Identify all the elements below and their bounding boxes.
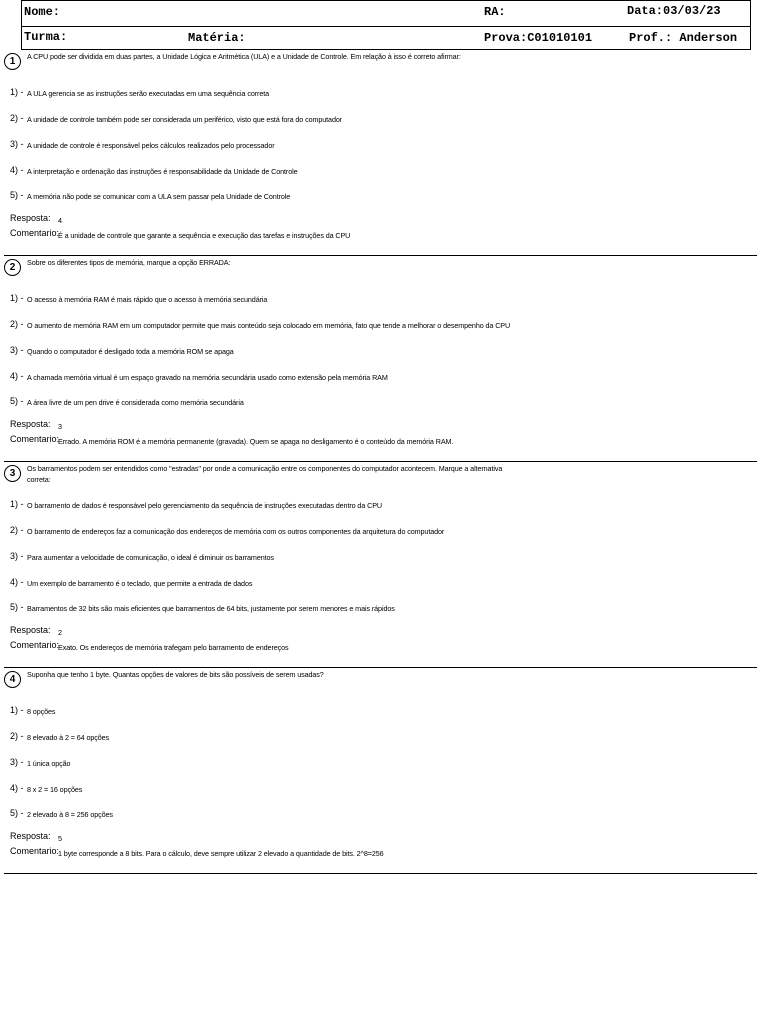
- class-label: Turma:: [24, 30, 68, 44]
- question-number-badge: 3: [4, 465, 21, 482]
- option-text: Quando o computador é desligado toda a memória ROM se apaga: [27, 347, 234, 356]
- comment-label: Comentario:: [10, 434, 60, 444]
- comment-label: Comentario:: [10, 846, 60, 856]
- option-text: 1 única opção: [27, 759, 71, 768]
- option-number: 3) -: [10, 757, 24, 767]
- question-text: Sobre os diferentes tipos de memória, marque a opção ERRADA:: [27, 258, 231, 267]
- option-number: 3) -: [10, 551, 24, 561]
- option-number: 3) -: [10, 345, 24, 355]
- option-number: 5) -: [10, 602, 24, 612]
- date-field: [627, 4, 721, 18]
- answer-label: Resposta:: [10, 625, 51, 635]
- option-number: 4) -: [10, 577, 24, 587]
- option-text: 8 elevado à 2 = 64 opções: [27, 733, 110, 742]
- option-text: O barramento de dados é responsável pelo gerenciamento da sequência de instruções executadas dentro da CPU: [27, 501, 382, 510]
- option-number: 5) -: [10, 190, 24, 200]
- option-text: Para aumentar a velocidade de comunicação, o ideal é diminuir os barramentos: [27, 553, 274, 562]
- comment-text: É a unidade de controle que garante a sequência e execução das tarefas e instruções da CPU: [58, 231, 351, 240]
- question-number-badge: 2: [4, 259, 21, 276]
- exam-field: [484, 31, 592, 45]
- option-text: A ULA gerencia se as instruções serão executadas em uma sequência correta: [27, 89, 270, 98]
- comment-text: Exato. Os endereços de memória trafegam pelo barramento de endereços: [58, 643, 289, 652]
- question-text: Os barramentos podem ser entendidos como "estradas" por onde a comunicação entre os componentes do computador acontecem. Marque a alternativa: [27, 464, 503, 473]
- option-text: A memória não pode se comunicar com a ULA sem passar pela Unidade de Controle: [27, 192, 291, 201]
- option-number: 5) -: [10, 396, 24, 406]
- option-number: 4) -: [10, 165, 24, 175]
- option-text: 8 x 2 = 16 opções: [27, 785, 83, 794]
- answer-label: Resposta:: [10, 213, 51, 223]
- answer-value: 5: [58, 834, 62, 843]
- option-text: Barramentos de 32 bits são mais eficientes que barramentos de 64 bits, justamente por serem menores e mais rápidos: [27, 604, 395, 613]
- answer-value: 4: [58, 216, 62, 225]
- prof-field: [629, 31, 737, 45]
- option-number: 2) -: [10, 731, 24, 741]
- question-text: A CPU pode ser dividida em duas partes, a Unidade Lógica e Aritmética (ULA) e a Unidade de Controle. Em relação à isso é correto afirmar:: [27, 52, 461, 61]
- date-value: 03/03/23: [663, 4, 721, 18]
- comment-label: Comentario:: [10, 640, 60, 650]
- answer-value: 2: [58, 628, 62, 637]
- option-number: 1) -: [10, 87, 24, 97]
- question-separator: [4, 873, 757, 874]
- option-text: A unidade de controle é responsável pelos cálculos realizados pelo processador: [27, 141, 275, 150]
- question-number-badge: 4: [4, 671, 21, 688]
- option-text: O barramento de endereços faz a comunicação dos endereços de memória com os outros componentes da arquitetura do computador: [27, 527, 445, 536]
- question-text: correta:: [27, 475, 51, 484]
- option-number: 4) -: [10, 783, 24, 793]
- prof-value: Anderson: [679, 31, 738, 45]
- exam-label: Prova:: [484, 31, 528, 45]
- option-text: A unidade de controle também pode ser considerada um periférico, visto que está fora do computador: [27, 115, 343, 124]
- option-text: O aumento de memória RAM em um computador permite que mais conteúdo seja colocado em memória, fato que tende a melhorar o desempenho da CPU: [27, 321, 511, 330]
- option-number: 2) -: [10, 319, 24, 329]
- question-separator: [4, 461, 757, 462]
- option-number: 5) -: [10, 808, 24, 818]
- option-number: 4) -: [10, 371, 24, 381]
- option-number: 1) -: [10, 499, 24, 509]
- ra-label: RA:: [484, 5, 506, 19]
- answer-label: Resposta:: [10, 831, 51, 841]
- answer-value: 3: [58, 422, 62, 431]
- question-separator: [4, 255, 757, 256]
- answer-label: Resposta:: [10, 419, 51, 429]
- date-label: Data:: [627, 4, 664, 18]
- option-number: 2) -: [10, 525, 24, 535]
- comment-label: Comentario:: [10, 228, 60, 238]
- question-text: Suponha que tenho 1 byte. Quantas opções de valores de bits são possíveis de serem usadas?: [27, 670, 324, 679]
- subject-label: Matéria:: [188, 31, 246, 45]
- option-text: Um exemplo de barramento é o teclado, que permite a entrada de dados: [27, 579, 253, 588]
- option-text: 2 elevado à 8 = 256 opções: [27, 810, 113, 819]
- option-text: A chamada memória virtual é um espaço gravado na memória secundária usado como extensão pela memória RAM: [27, 373, 388, 382]
- option-text: A interpretação e ordenação das instruções é responsabilidade da Unidade de Controle: [27, 167, 298, 176]
- comment-text: Errado. A memória ROM é a memória permanente (gravada). Quem se apaga no desligamento é o conteúdo da memória RAM.: [58, 437, 454, 446]
- option-text: A área livre de um pen drive é considerada como memória secundária: [27, 398, 244, 407]
- option-number: 3) -: [10, 139, 24, 149]
- option-number: 2) -: [10, 113, 24, 123]
- question-number-badge: 1: [4, 53, 21, 70]
- option-number: 1) -: [10, 705, 24, 715]
- header-divider: [22, 26, 750, 27]
- comment-text: 1 byte corresponde a 8 bits. Para o cálculo, deve sempre utilizar 2 elevado a quantidade de bits. 2^8=256: [58, 849, 384, 858]
- exam-value: C01010101: [527, 31, 593, 45]
- option-text: 8 opções: [27, 707, 56, 716]
- name-label: Nome:: [24, 5, 61, 19]
- prof-label: Prof.:: [629, 31, 673, 45]
- option-text: O acesso à memória RAM é mais rápido que o acesso à memória secundária: [27, 295, 268, 304]
- question-separator: [4, 667, 757, 668]
- option-number: 1) -: [10, 293, 24, 303]
